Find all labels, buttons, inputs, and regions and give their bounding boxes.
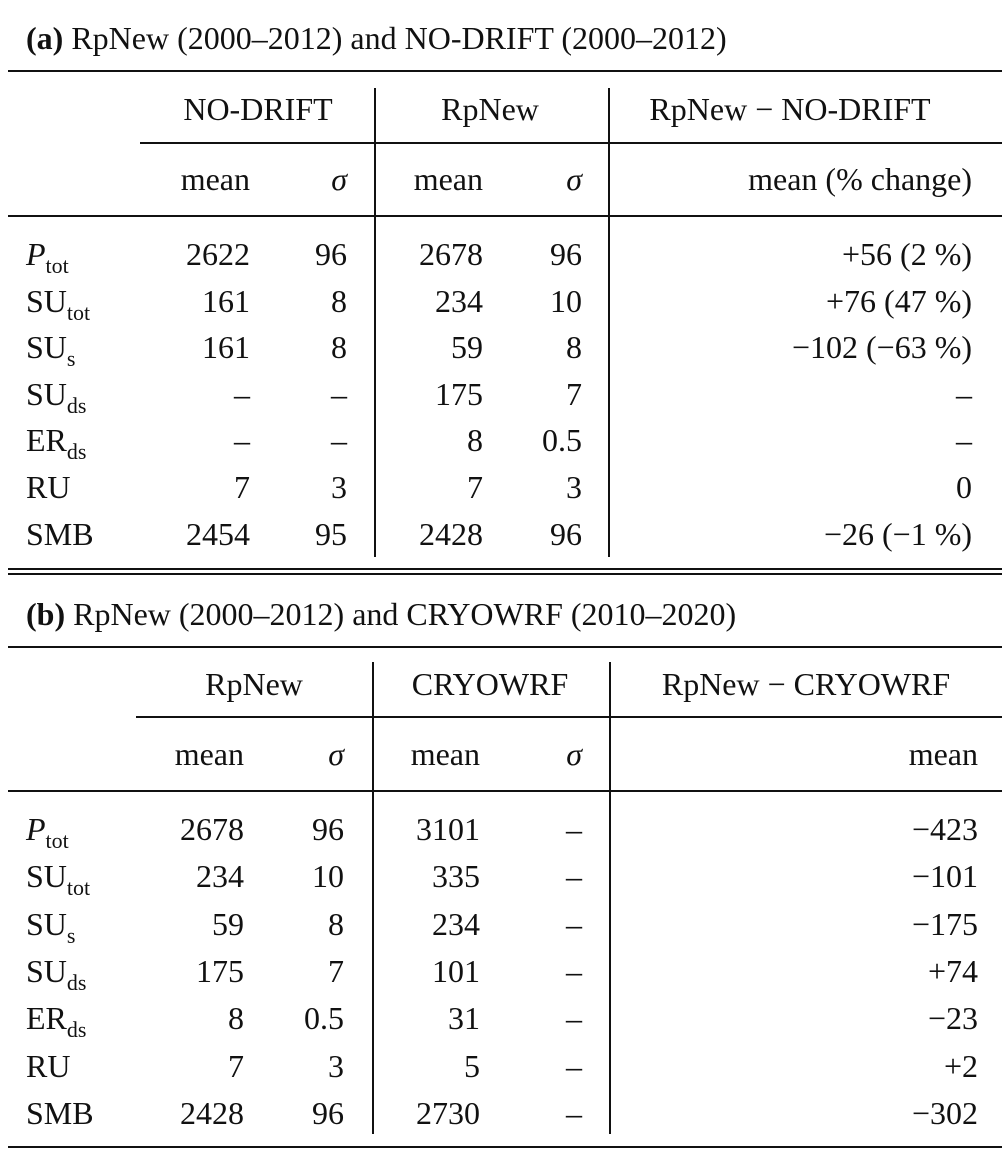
sub-header: mean [180,161,250,197]
table-cell: – [331,422,347,459]
table-cell: +2 [943,1047,978,1084]
bottom-rule-double [8,573,1002,575]
table-cell: −175 [911,905,978,942]
bottom-rule [8,568,1002,570]
row-label-main: SMB [26,515,94,552]
header-rule [8,790,1002,792]
table-cell: 234 [196,858,244,895]
table-cell: 0.5 [542,422,582,459]
table-cell: 96 [312,1094,344,1131]
table-cell: – [566,811,582,847]
table-cell: 7 [328,952,344,989]
sub-header: σ [566,736,582,772]
group-header: RpNew − NO-DRIFT [649,91,931,127]
bottom-rule [8,1146,1002,1148]
table-cell: −423 [911,811,978,847]
sub-header: mean [174,736,244,772]
table-cell: 3 [331,469,347,505]
row-label-main: SU [26,282,67,319]
table-cell: 10 [550,282,582,319]
row-label-main: RU [26,469,71,505]
row-label-main: ER [26,1000,67,1037]
row-label-subscript: tot [66,299,91,325]
table-cell: 3 [566,469,582,505]
table-cell: 8 [467,422,483,459]
group-header: RpNew [441,91,539,127]
row-label-main: SU [26,858,67,895]
row-label-main: SU [26,952,67,989]
table-label: (b) [26,596,66,632]
table-cell: 8 [228,1000,244,1037]
table-cell: 2678 [180,811,244,847]
table-cell: 10 [312,858,344,895]
table-cell: 2428 [419,515,483,552]
table-cell: – [234,422,250,459]
table-cell: −101 [911,858,978,895]
table-cell: – [566,952,582,989]
table-cell: 96 [550,515,582,552]
table-cell: 0.5 [304,1000,344,1037]
row-label-main: SU [26,375,67,412]
table-cell: – [234,375,250,412]
table-cell: 175 [435,375,483,412]
row-label-subscript: tot [45,253,69,278]
table-cell: 175 [196,952,244,989]
table-cell: 31 [448,1000,480,1037]
table-cell: +76 (47 %) [825,282,972,319]
row-label-subscript: ds [66,439,87,465]
row-label-subscript: ds [66,392,87,418]
group-header: RpNew [205,666,303,702]
group-header: CRYOWRF [411,666,569,702]
table-cell: 161 [202,282,250,319]
sub-header: mean [410,736,480,772]
group-header: RpNew − CRYOWRF [661,666,951,702]
row-label-main: P [26,811,46,847]
top-rule [8,646,1002,648]
row-label-main: ER [26,422,67,459]
table-caption-text: RpNew (2000–2012) and NO-DRIFT (2000–2012) [71,20,727,56]
row-label-main: P [26,236,46,272]
table-cell: +56 (2 %) [841,236,972,272]
sub-header: σ [328,736,344,772]
row-label-subscript: ds [66,969,87,995]
table-caption [26,20,727,57]
group-rule [136,716,1002,718]
table-cell: 7 [566,375,582,412]
table-cell: – [956,422,972,459]
sub-header: mean [908,736,978,772]
table-cell: 2428 [180,1094,244,1131]
table-cell: 8 [331,329,347,366]
table-caption-text: RpNew (2000–2012) and CRYOWRF (2010–2020) [73,596,737,632]
row-label-subscript: s [66,346,76,372]
table-cell: 234 [435,282,483,319]
sub-header: σ [331,161,347,197]
table-cell: 335 [432,858,480,895]
table-cell: – [566,905,582,942]
row-label-main: SU [26,905,67,942]
top-rule [8,70,1002,72]
group-rule [140,142,1002,144]
table-caption [26,596,736,633]
row-label-subscript: tot [66,875,91,901]
table-cell: 2678 [419,236,483,272]
table-cell: −102 (−63 %) [791,329,972,366]
table-cell: 161 [202,329,250,366]
table-cell: – [566,858,582,895]
row-label-main: SU [26,329,67,366]
table-label: (a) [26,20,64,56]
sub-header: σ [566,161,582,197]
table-cell: 8 [566,329,582,366]
table-cell: 2622 [186,236,250,272]
sub-header: mean (% change) [748,161,972,197]
row-label-subscript: ds [66,1017,87,1043]
table-cell: +74 [927,952,978,989]
table-cell: – [331,375,347,412]
row-label-subscript: tot [45,828,69,853]
table-cell: 101 [432,952,480,989]
row-label-main: RU [26,1047,71,1084]
table-cell: 7 [467,469,483,505]
table-cell: – [566,1094,582,1131]
table-cell: 7 [234,469,250,505]
table-cell: −23 [927,1000,978,1037]
table-cell: 59 [451,329,483,366]
table-cell: 96 [312,811,344,847]
table-cell: −26 (−1 %) [823,515,972,552]
table-cell: 3101 [416,811,480,847]
table-cell: – [566,1047,582,1084]
row-label-subscript: s [66,922,76,948]
table-cell: 234 [432,905,480,942]
table-cell: 2454 [186,515,250,552]
table-cell: 2730 [416,1094,480,1131]
table-cell: 7 [228,1047,244,1084]
table-cell: −302 [911,1094,978,1131]
table-cell: 0 [956,469,972,505]
table-cell: 95 [315,515,347,552]
table-cell: 96 [550,236,582,272]
table-cell: 5 [464,1047,480,1084]
table-cell: – [566,1000,582,1037]
sub-header: mean [413,161,483,197]
group-header: NO-DRIFT [183,91,333,127]
table-cell: 8 [331,282,347,319]
table-cell: 59 [212,905,244,942]
table-cell: 8 [328,905,344,942]
header-rule [8,215,1002,217]
row-label-main: SMB [26,1094,94,1131]
table-cell: 3 [328,1047,344,1084]
table-cell: 96 [315,236,347,272]
table-cell: – [956,375,972,412]
